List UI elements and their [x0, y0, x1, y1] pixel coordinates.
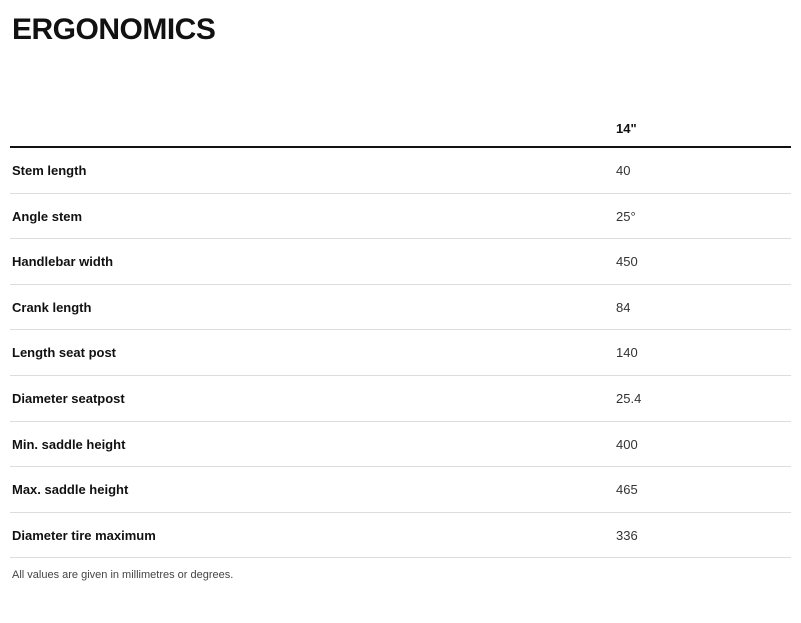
table-header: [10, 102, 791, 147]
row-label: Length seat post: [10, 330, 614, 376]
table-row: [10, 284, 791, 330]
row-label: Min. saddle height: [10, 421, 614, 467]
row-value: 450: [614, 239, 791, 285]
ergonomics-spec-table: [10, 102, 791, 558]
table-row: [10, 512, 791, 558]
table-body: [10, 147, 791, 558]
table-row: [10, 147, 791, 193]
page-title: ERGONOMICS: [12, 13, 216, 46]
table-row: [10, 467, 791, 513]
row-label: Crank length: [10, 284, 614, 330]
table-row: [10, 330, 791, 376]
row-value: 400: [614, 421, 791, 467]
row-label: Diameter seatpost: [10, 375, 614, 421]
table-row: [10, 193, 791, 239]
table-row: [10, 239, 791, 285]
column-header-size: 14": [614, 102, 791, 147]
table-row: [10, 375, 791, 421]
units-footnote: All values are given in millimetres or degrees.: [12, 569, 234, 582]
row-label: Max. saddle height: [10, 467, 614, 513]
ergonomics-spec-page: [0, 12, 801, 623]
row-label: Handlebar width: [10, 239, 614, 285]
row-value: 25.4: [614, 375, 791, 421]
column-header-spec: [10, 102, 614, 147]
row-value: 336: [614, 512, 791, 558]
row-label: Diameter tire maximum: [10, 512, 614, 558]
row-value: 140: [614, 330, 791, 376]
table-header-row: [10, 102, 791, 147]
table-row: [10, 421, 791, 467]
row-label: Stem length: [10, 147, 614, 193]
row-value: 25°: [614, 193, 791, 239]
row-value: 84: [614, 284, 791, 330]
row-label: Angle stem: [10, 193, 614, 239]
row-value: 40: [614, 147, 791, 193]
row-value: 465: [614, 467, 791, 513]
